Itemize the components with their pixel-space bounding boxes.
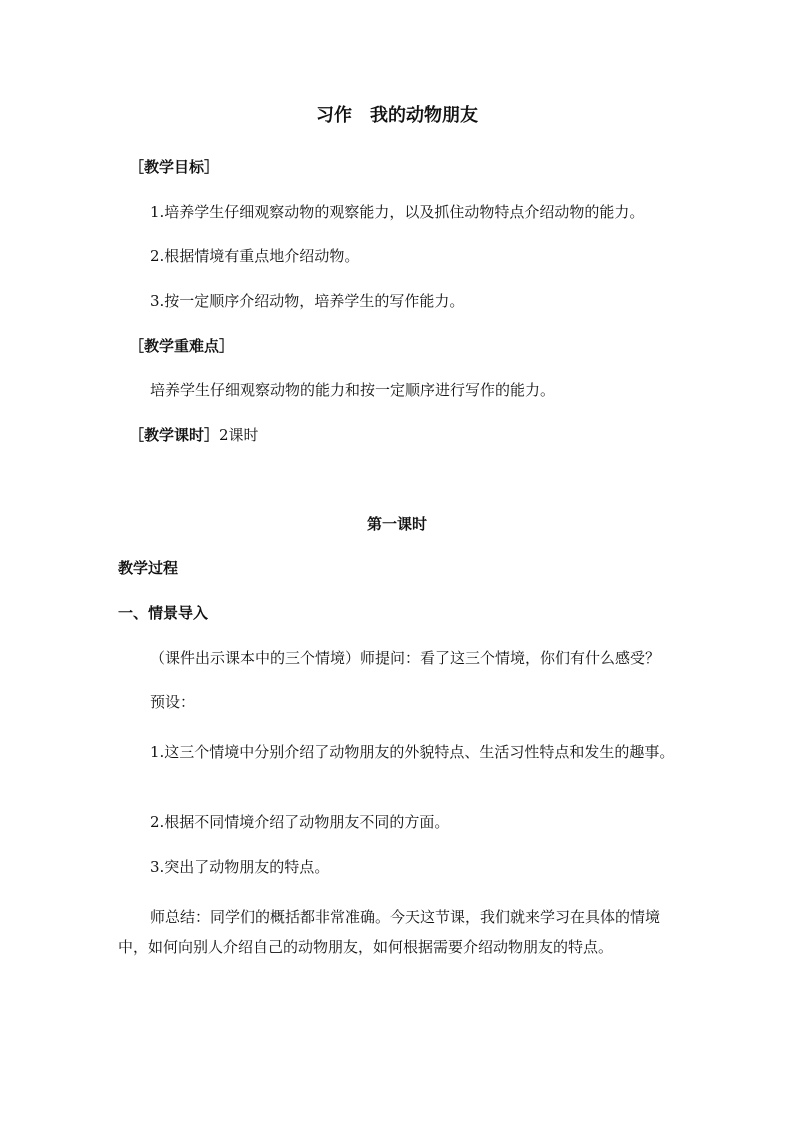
hours-line	[129, 425, 259, 445]
hours-heading: ［教学课时］	[129, 426, 220, 444]
hours-value: 2课时	[219, 426, 259, 444]
intro-paragraph: （课件出示课本中的三个情境）师提问：看了这三个情境，你们有什么感受？	[150, 649, 661, 667]
summary-text: 师总结：同学们的概括都非常准确。今天这节课，我们就来学习在具体的情境中，如何向别人介绍自己的动物朋友，如何根据需要介绍动物朋友的特点。	[118, 908, 661, 956]
preset-item: 3.突出了动物朋友的特点。	[150, 858, 330, 876]
key-points-heading: ［教学重难点］	[129, 337, 235, 355]
preset-item-wrapped	[118, 737, 678, 767]
objectives-heading: ［教学目标］	[129, 158, 220, 176]
objective-item: 2.根据情境有重点地介绍动物。	[150, 247, 360, 265]
preset-label: 预设：	[150, 693, 196, 711]
section-heading: 一、情景导入	[118, 604, 209, 622]
document-title: 习作 我的动物朋友	[316, 105, 478, 126]
preset-item: 1.这三个情境中分别介绍了动物朋友的外貌特点、生活习性特点和发生的趣事。	[150, 743, 675, 761]
summary-paragraph	[118, 902, 678, 962]
process-heading: 教学过程	[118, 559, 179, 577]
preset-item: 2.根据不同情境介绍了动物朋友不同的方面。	[150, 813, 450, 831]
lesson-title: 第一课时	[366, 515, 427, 533]
key-points-text: 培养学生仔细观察动物的能力和按一定顺序进行写作的能力。	[150, 381, 556, 399]
objective-item: 3.按一定顺序介绍动物，培养学生的写作能力。	[150, 292, 465, 310]
objective-item: 1.培养学生仔细观察动物的观察能力，以及抓住动物特点介绍动物的能力。	[150, 203, 645, 221]
